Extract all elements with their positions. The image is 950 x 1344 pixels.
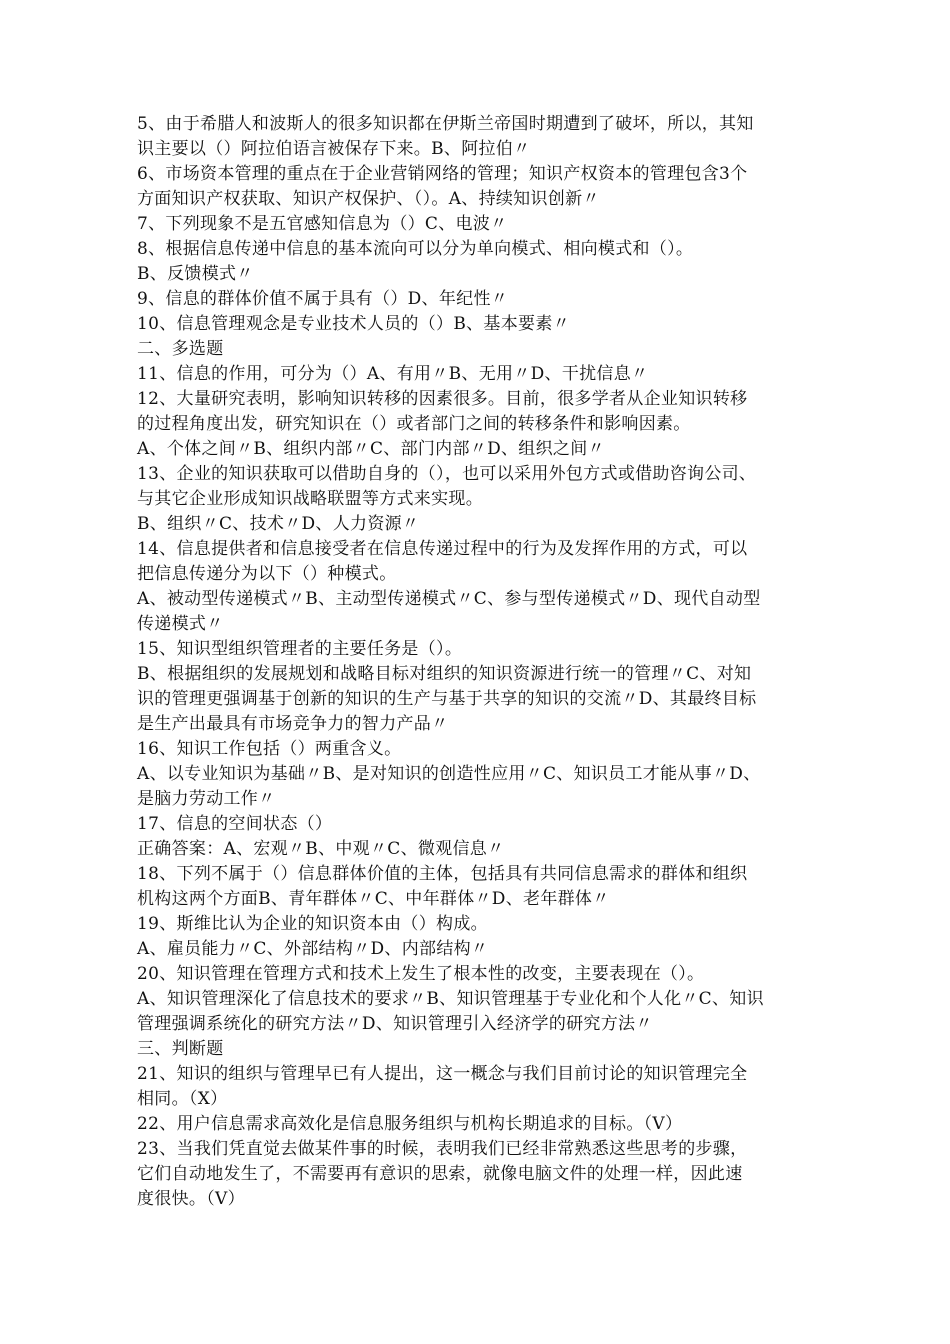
text-line: A、以专业知识为基础〃B、是对知识的创造性应用〃C、知识员工才能从事〃D、 bbox=[137, 764, 761, 784]
text-line: B、组织〃C、技术〃D、人力资源〃 bbox=[137, 514, 420, 534]
text-line: 6、市场资本管理的重点在于企业营销网络的管理；知识产权资本的管理包含3个 bbox=[137, 164, 748, 184]
text-line: 度很快。（V） bbox=[137, 1189, 245, 1209]
text-line: A、雇员能力〃C、外部结构〃D、内部结构〃 bbox=[137, 939, 489, 959]
text-line: 的过程角度出发，研究知识在（）或者部门之间的转移条件和影响因素。 bbox=[137, 414, 691, 434]
text-line: 15、知识型组织管理者的主要任务是（）。 bbox=[137, 639, 463, 659]
section-heading: 二、多选题 bbox=[137, 339, 224, 359]
text-line: B、根据组织的发展规划和战略目标对组织的知识资源进行统一的管理〃C、对知 bbox=[137, 664, 752, 684]
text-line: 19、斯维比认为企业的知识资本由（）构成。 bbox=[137, 914, 488, 934]
text-line: 是脑力劳动工作〃 bbox=[137, 789, 276, 809]
text-line: 11、信息的作用，可分为（）A、有用〃B、无用〃D、干扰信息〃 bbox=[137, 364, 649, 384]
text-line: 是生产出最具有市场竞争力的智力产品〃 bbox=[137, 714, 449, 734]
text-line: 23、当我们凭直觉去做某件事的时候，表明我们已经非常熟悉这些思考的步骤， bbox=[137, 1139, 748, 1159]
text-line: 16、知识工作包括（）两重含义。 bbox=[137, 739, 402, 759]
text-line: 17、信息的空间状态（） bbox=[137, 814, 333, 834]
text-line: 它们自动地发生了，不需要再有意识的思索，就像电脑文件的处理一样，因此速 bbox=[137, 1164, 743, 1184]
text-line: 5、由于希腊人和波斯人的很多知识都在伊斯兰帝国时期遭到了破坏，所以，其知 bbox=[137, 114, 754, 134]
text-line: A、被动型传递模式〃B、主动型传递模式〃C、参与型传递模式〃D、现代自动型 bbox=[137, 589, 761, 609]
text-line: 管理强调系统化的研究方法〃D、知识管理引入经济学的研究方法〃 bbox=[137, 1014, 653, 1034]
text-line: 与其它企业形成知识战略联盟等方式来实现。 bbox=[137, 489, 483, 509]
text-line: 7、下列现象不是五官感知信息为（）C、电波〃 bbox=[137, 214, 508, 234]
text-line: 21、知识的组织与管理早已有人提出，这一概念与我们目前讨论的知识管理完全 bbox=[137, 1064, 748, 1084]
text-line: 识主要以（）阿拉伯语言被保存下来。B、阿拉伯〃 bbox=[137, 139, 531, 159]
text-line: 把信息传递分为以下（）种模式。 bbox=[137, 564, 397, 584]
text-line: 14、信息提供者和信息接受者在信息传递过程中的行为及发挥作用的方式，可以 bbox=[137, 539, 748, 559]
text-line: 9、信息的群体价值不属于具有（）D、年纪性〃 bbox=[137, 289, 509, 309]
text-line: 识的管理更强调基于创新的知识的生产与基于共享的知识的交流〃D、其最终目标 bbox=[137, 689, 757, 709]
text-line: 8、根据信息传递中信息的基本流向可以分为单向模式、相向模式和（）。 bbox=[137, 239, 694, 259]
text-line: 方面知识产权获取、知识产权保护、（）。A、持续知识创新〃 bbox=[137, 189, 600, 209]
text-line: 20、知识管理在管理方式和技术上发生了根本性的改变，主要表现在（）。 bbox=[137, 964, 705, 984]
text-line: A、个体之间〃B、组织内部〃C、部门内部〃D、组织之间〃 bbox=[137, 439, 605, 459]
text-line: 12、大量研究表明，影响知识转移的因素很多。目前，很多学者从企业知识转移 bbox=[137, 389, 748, 409]
text-line: A、知识管理深化了信息技术的要求〃B、知识管理基于专业化和个人化〃C、知识 bbox=[137, 989, 764, 1009]
section-heading: 三、判断题 bbox=[137, 1039, 224, 1059]
document-body bbox=[137, 112, 827, 1212]
text-line: 传递模式〃 bbox=[137, 614, 224, 634]
text-line: 10、信息管理观念是专业技术人员的（）B、基本要素〃 bbox=[137, 314, 570, 334]
text-line: B、反馈模式〃 bbox=[137, 264, 254, 284]
text-line: 机构这两个方面B、青年群体〃C、中年群体〃D、老年群体〃 bbox=[137, 889, 610, 909]
text-line: 相同。（X） bbox=[137, 1089, 228, 1109]
text-line: 18、下列不属于（）信息群体价值的主体，包括具有共同信息需求的群体和组织 bbox=[137, 864, 748, 884]
text-line: 22、用户信息需求高效化是信息服务组织与机构长期追求的目标。（V） bbox=[137, 1114, 683, 1134]
text-line: 13、企业的知识获取可以借助自身的（），也可以采用外包方式或借助咨询公司、 bbox=[137, 464, 757, 484]
text-line: 正确答案：A、宏观〃B、中观〃C、微观信息〃 bbox=[137, 839, 505, 859]
